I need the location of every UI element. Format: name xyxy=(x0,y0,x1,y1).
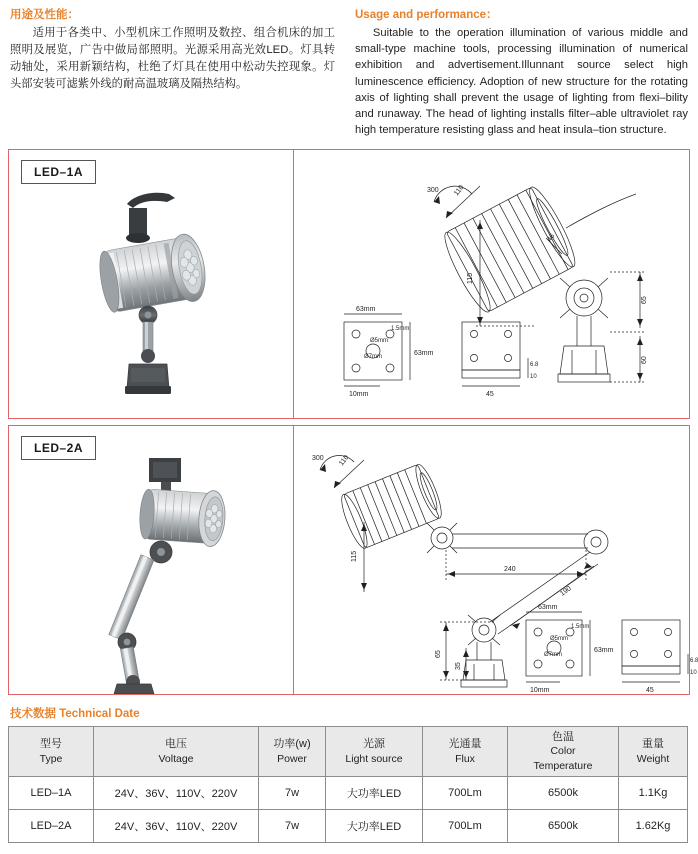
tech-data-title: 技术数据 Technical Date xyxy=(10,707,140,720)
dim-46-1: 46 xyxy=(546,232,557,243)
col-color-temp-en-1: Color xyxy=(550,745,576,758)
dim-240-2: 240 xyxy=(504,565,516,573)
cell-source: 大功率LED xyxy=(326,776,423,809)
cell-color-temp: 6500k xyxy=(508,776,619,809)
col-weight-en: Weight xyxy=(636,752,670,765)
dim-plate-thick-1: 1.5mm xyxy=(391,325,410,332)
dim-radius-1: 110 xyxy=(453,183,466,197)
cell-voltage: 24V、36V、110V、220V xyxy=(94,776,259,809)
col-type xyxy=(9,726,94,776)
col-power-cn: 功率(w) xyxy=(273,737,311,750)
col-voltage xyxy=(94,726,259,776)
dim-plate-h-2: 63mm xyxy=(594,646,614,654)
product-drawing-area-1 xyxy=(294,150,698,418)
dim-bracket-w-2: 45 xyxy=(646,686,654,694)
col-weight xyxy=(619,726,688,776)
cell-weight: 1.1Kg xyxy=(619,776,688,809)
col-voltage-cn: 电压 xyxy=(165,737,187,750)
cell-power: 7w xyxy=(259,776,326,809)
dim-angle-2: 300 xyxy=(312,454,324,462)
dim-plate-inner-2: Ø5mm xyxy=(550,635,568,642)
col-power-en: Power xyxy=(277,752,307,765)
cell-color-temp: 6500k xyxy=(508,809,619,842)
col-voltage-en: Voltage xyxy=(158,752,194,765)
technical-drawing-1 xyxy=(294,150,698,418)
lamp-photo-1 xyxy=(9,150,294,418)
dim-plate-w-1: 63mm xyxy=(356,305,376,313)
cell-type: LED–2A xyxy=(9,809,94,842)
dim-65-1: 65 xyxy=(641,295,648,304)
dim-plate-inner-1: Ø5mm xyxy=(370,337,388,344)
dim-plate-w-2: 63mm xyxy=(538,603,558,611)
col-flux xyxy=(423,726,508,776)
dim-plate-h-1: 63mm xyxy=(414,349,434,357)
dim-plate-hole-2: Ø7mm xyxy=(544,651,562,658)
dim-plate-base-1: 10mm xyxy=(349,390,369,398)
col-flux-en: Flux xyxy=(455,752,475,765)
cell-source: 大功率LED xyxy=(326,809,423,842)
model-label-2: LED–2A xyxy=(21,436,96,460)
table-row xyxy=(9,776,688,809)
product-panel-led-1a xyxy=(8,149,690,419)
col-type-cn: 型号 xyxy=(40,737,62,750)
cell-flux: 700Lm xyxy=(423,776,508,809)
cell-flux: 700Lm xyxy=(423,809,508,842)
dim-35-2: 35 xyxy=(455,661,462,670)
dim-angle-1: 300 xyxy=(427,186,439,194)
table-header-row xyxy=(9,726,688,776)
dim-bracket-h2-2: 10 xyxy=(690,669,697,676)
dim-plate-base-2: 10mm xyxy=(530,686,550,694)
usage-chinese-column xyxy=(10,6,349,139)
model-label-1: LED–1A xyxy=(21,160,96,184)
dim-115-1: 115 xyxy=(467,272,474,284)
usage-title-cn: 用途及性能： xyxy=(10,9,79,21)
product-drawing-area-2 xyxy=(294,426,698,694)
product-photo-area-1 xyxy=(9,150,294,418)
dim-190-2: 190 xyxy=(559,584,573,598)
dim-115-2: 115 xyxy=(351,550,358,562)
col-flux-cn: 光通量 xyxy=(448,737,482,750)
usage-title-en: Usage and performance： xyxy=(355,9,498,21)
product-photo-area-2 xyxy=(9,426,294,694)
dim-radius-2: 110 xyxy=(338,453,351,467)
col-type-en: Type xyxy=(39,752,63,765)
dim-60-1: 60 xyxy=(641,355,648,364)
col-source xyxy=(326,726,423,776)
usage-english-column xyxy=(349,6,688,139)
cell-weight: 1.62Kg xyxy=(619,809,688,842)
product-panel-led-2a xyxy=(8,425,698,695)
col-source-en: Light source xyxy=(345,752,403,765)
usage-text-cn: 适用于各类中、小型机床工作照明及数控、组合机床的加工照明及展览，广告中做局部照明。光源采用高光效LED。灯具转动轴处，采用新颖结构，杜绝了灯具在使用中松动失控现象。灯头部安装可滤紫外线的耐高温玻璃及隔热结构。 xyxy=(10,27,335,90)
lamp-photo-2 xyxy=(9,426,294,694)
tech-data-table xyxy=(8,726,688,843)
usage-text-en: Suitable to the operation illumination of various middle and small-type machine tools, processing illumination of numerical exhibition and advertisement.Illunnant source select high luminescence efficiency. Adoption of new structure for the rotating axis of lighting shall prevent the usage of lighting from flexi–bility and runaway. The head of lighting installs filter–able ultraviolet ray high temperature resisting glass and heat insula–tion structure. xyxy=(355,27,688,137)
technical-drawing-2 xyxy=(294,426,698,694)
col-source-cn: 光源 xyxy=(363,737,385,750)
dim-plate-hole-1: Ø7mm xyxy=(364,353,382,360)
table-row xyxy=(9,809,688,842)
dim-plate-thick-2: 1.5mm xyxy=(571,623,590,630)
usage-section xyxy=(0,0,698,143)
cell-type: LED–1A xyxy=(9,776,94,809)
dim-bracket-h1-2: 6.8 xyxy=(690,657,698,664)
col-power xyxy=(259,726,326,776)
col-color-temp xyxy=(508,726,619,776)
col-color-temp-cn: 色温 xyxy=(552,730,574,743)
col-weight-cn: 重量 xyxy=(642,737,664,750)
dim-bracket-h1-1: 6.8 xyxy=(530,361,539,368)
cell-power: 7w xyxy=(259,809,326,842)
dim-65-2: 65 xyxy=(435,649,442,658)
dim-bracket-h2-1: 10 xyxy=(530,373,537,380)
cell-voltage: 24V、36V、110V、220V xyxy=(94,809,259,842)
dim-bracket-w-1: 45 xyxy=(486,390,494,398)
col-color-temp-en-2: Temperature xyxy=(533,759,593,772)
